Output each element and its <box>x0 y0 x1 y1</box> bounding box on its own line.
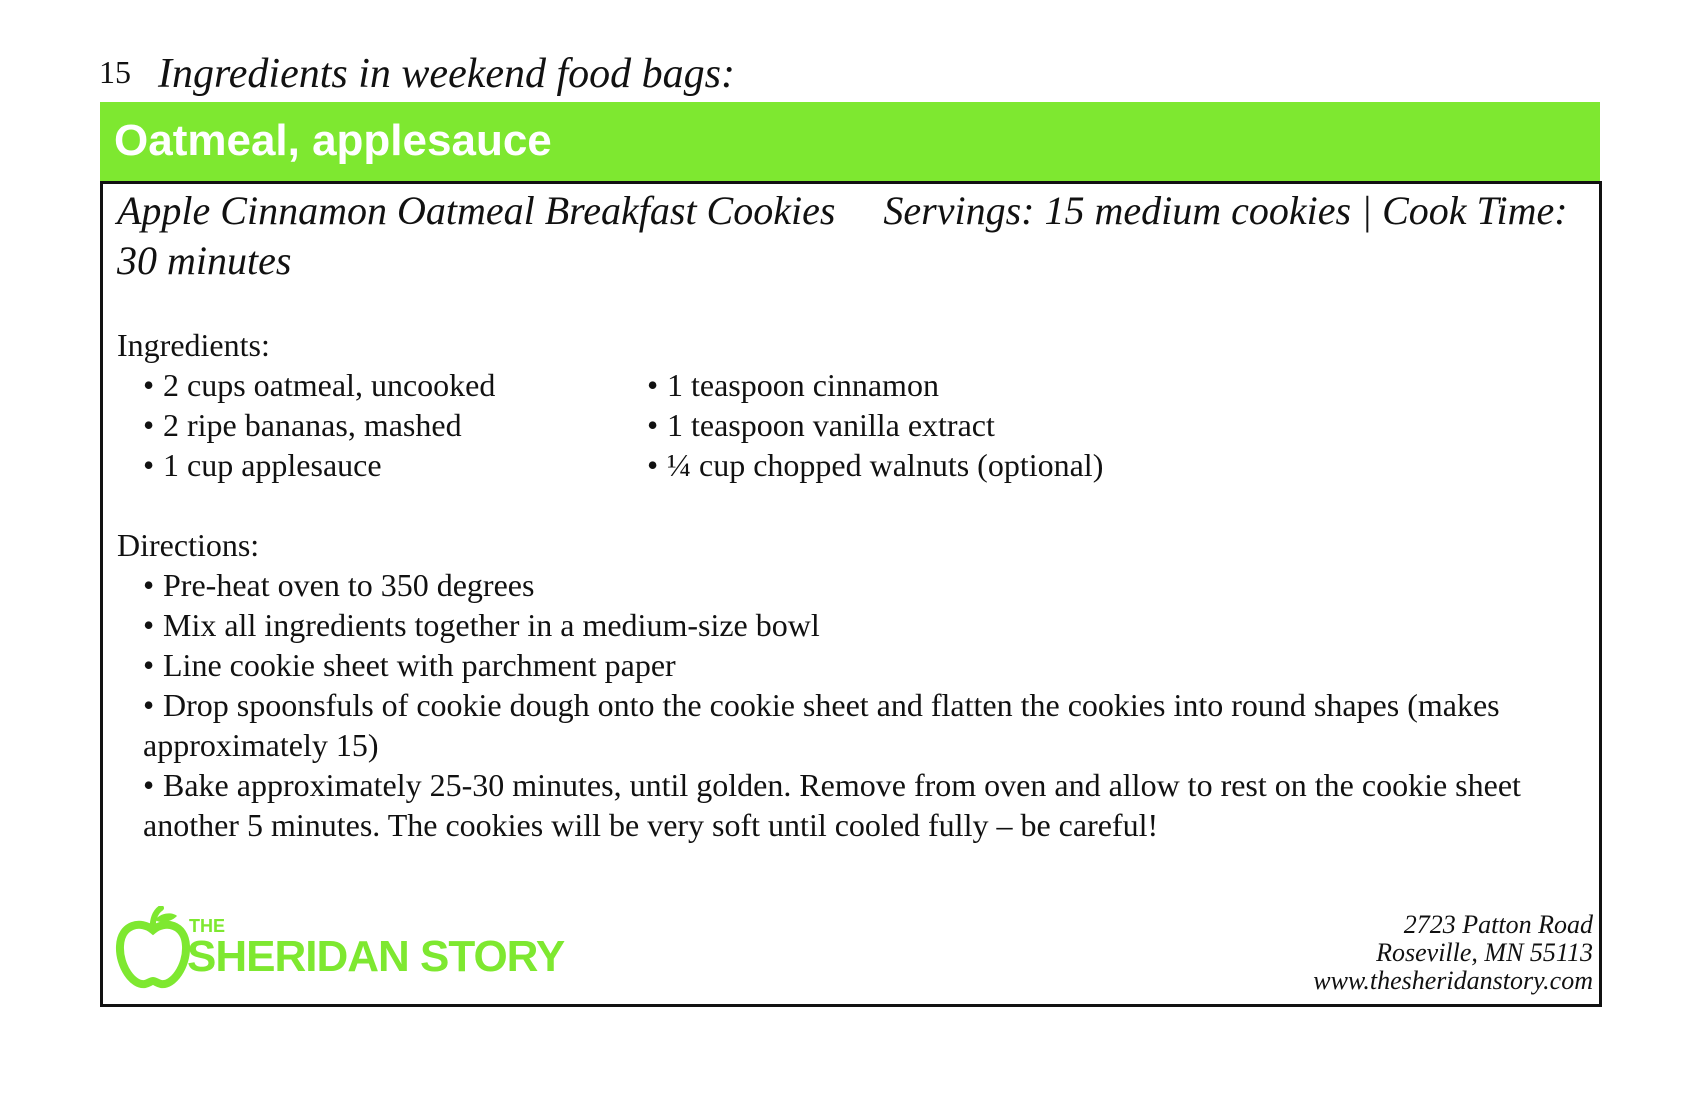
direction-text: Mix all ingredients together in a medium-size bowl <box>163 607 820 643</box>
bullet: • <box>143 567 155 603</box>
bullet: • <box>143 607 155 643</box>
direction-step <box>143 565 1583 605</box>
bullet: • <box>143 687 155 723</box>
direction-step <box>143 645 1583 685</box>
ingredient-item <box>647 405 1103 445</box>
direction-step <box>143 685 1583 765</box>
directions-list <box>143 565 1583 845</box>
ingredient-text: 1 teaspoon cinnamon <box>667 367 939 403</box>
ingredient-item <box>647 445 1103 485</box>
ingredient-item <box>143 405 495 445</box>
recipe-card <box>100 181 1602 1007</box>
directions-label: Directions: <box>117 527 260 563</box>
banner-title: Oatmeal, applesauce <box>114 116 552 165</box>
ingredients-list-left <box>143 365 495 485</box>
sheridan-story-logo <box>115 906 575 990</box>
bullet: • <box>143 367 155 403</box>
bullet: • <box>647 367 659 403</box>
ingredient-text: 1 cup applesauce <box>163 447 382 483</box>
page-number: 15 <box>99 54 131 90</box>
direction-text: Drop spoonsfuls of cookie dough onto the cookie sheet and flatten the cookies into round shapes (makes approximately 15) <box>143 687 1500 763</box>
direction-text: Line cookie sheet with parchment paper <box>163 647 676 683</box>
logo-name-text: SHERIDAN STORY <box>187 932 565 981</box>
bullet: • <box>143 767 155 803</box>
ingredient-text: ¼ cup chopped walnuts (optional) <box>667 447 1104 483</box>
recipe-title-block <box>117 186 1577 286</box>
apple-logo-icon <box>115 906 191 990</box>
ingredient-text: 1 teaspoon vanilla extract <box>667 407 995 443</box>
ingredient-text: 2 cups oatmeal, uncooked <box>163 367 496 403</box>
ingredient-text: 2 ripe bananas, mashed <box>163 407 462 443</box>
bullet: • <box>143 407 155 443</box>
address-line-1: 2723 Patton Road <box>1403 910 1593 939</box>
ingredient-item <box>143 445 495 485</box>
website-link[interactable]: www.thesheridanstory.com <box>1313 966 1593 995</box>
direction-step <box>143 605 1583 645</box>
ingredients-label: Ingredients: <box>117 327 270 363</box>
recipe-servings-cook-time: Servings: 15 medium cookies | Cook Time: 30 minutes <box>117 188 1568 283</box>
address-block <box>1313 911 1593 995</box>
recipe-title: Apple Cinnamon Oatmeal Breakfast Cookies <box>117 188 836 233</box>
bullet: • <box>647 407 659 443</box>
logo-the-text: THE <box>189 916 225 936</box>
ingredient-item <box>143 365 495 405</box>
direction-text: Pre-heat oven to 350 degrees <box>163 567 535 603</box>
bullet: • <box>647 447 659 483</box>
page-heading: Ingredients in weekend food bags: <box>158 51 735 97</box>
direction-text: Bake approximately 25-30 minutes, until golden. Remove from oven and allow to rest on the cookie sheet another 5 minutes. The cookies will be very soft until cooled fully – be careful! <box>143 767 1521 843</box>
ingredient-item <box>647 365 1103 405</box>
bullet: • <box>143 647 155 683</box>
bullet: • <box>143 447 155 483</box>
category-banner <box>100 102 1600 181</box>
direction-step <box>143 765 1583 845</box>
ingredients-list-right <box>647 365 1103 485</box>
address-line-2: Roseville, MN 55113 <box>1376 938 1593 967</box>
